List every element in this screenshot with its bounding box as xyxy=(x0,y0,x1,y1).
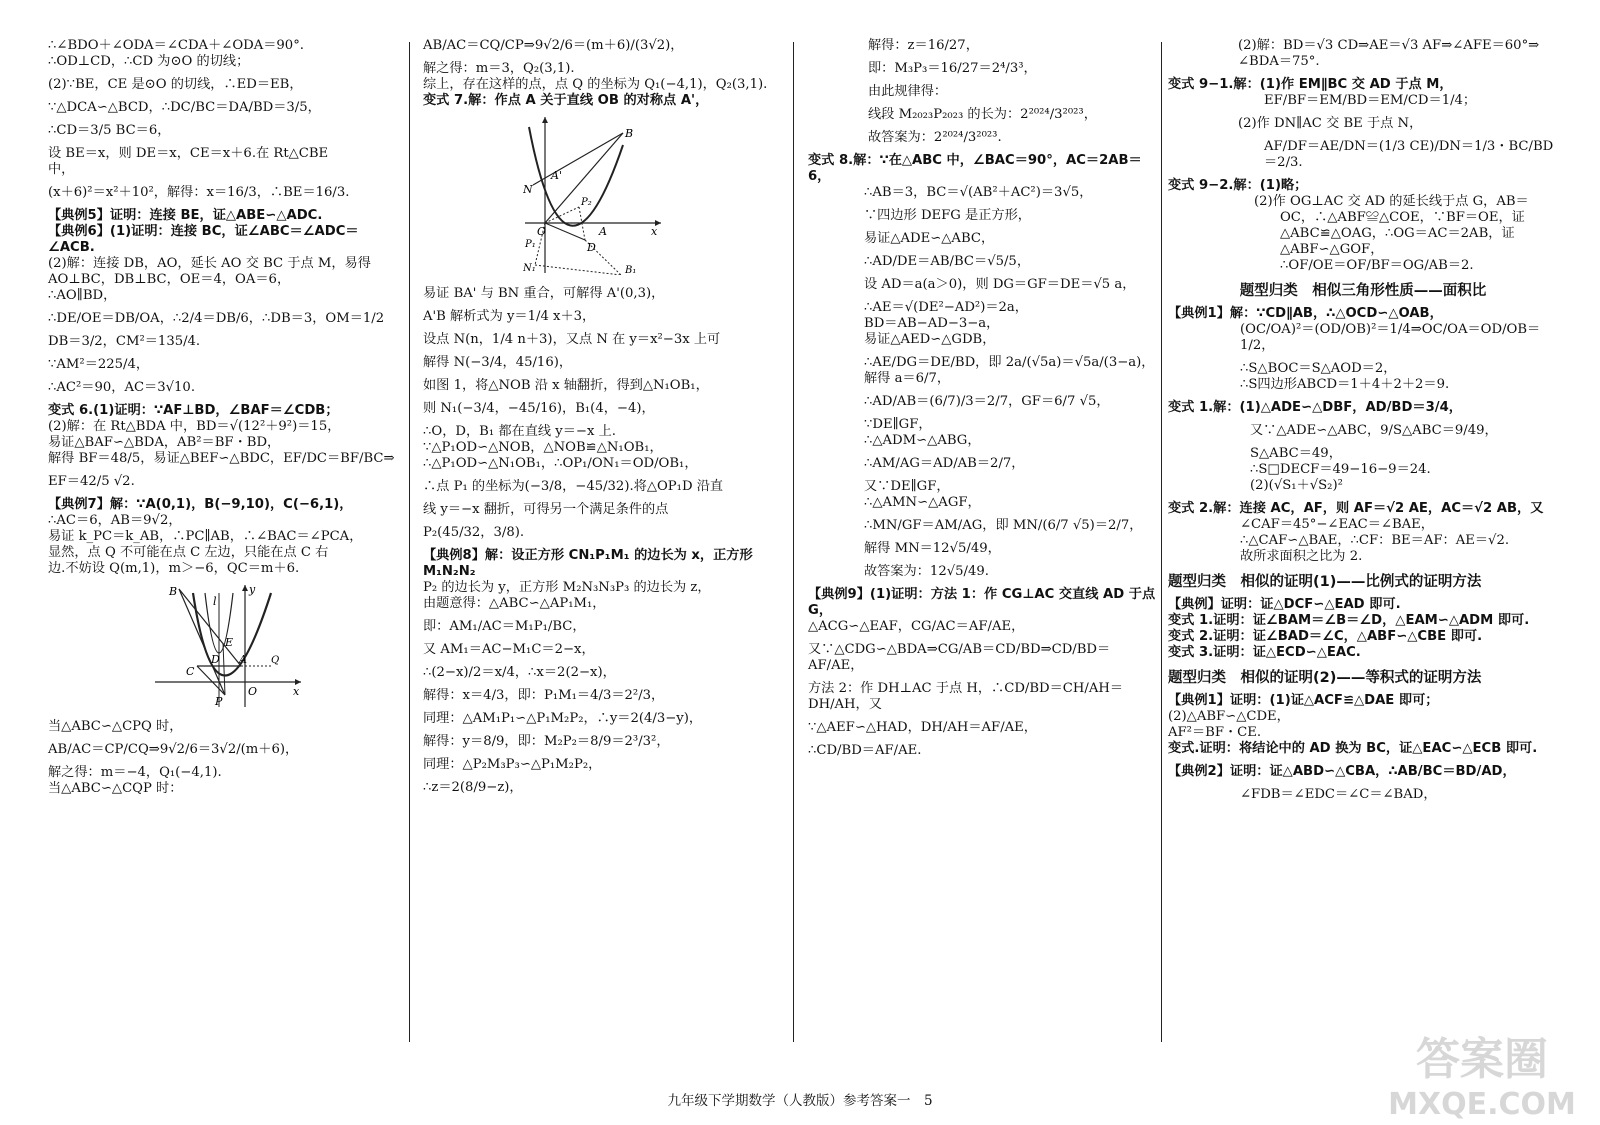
fig-label: E xyxy=(225,636,234,649)
column-4 xyxy=(1168,38,1558,803)
text-line: 设 AD＝a(a＞0)，则 DG＝GF＝DE＝√5 a， xyxy=(864,277,1136,292)
text-line: ∠BDA＝75°. xyxy=(1238,54,1320,69)
text-line: 【典例2】证明：证△ABD∽△CBA，∴AB/BC＝BD/AD， xyxy=(1168,764,1516,779)
fig-label: D xyxy=(587,241,596,254)
text-line: (2)(√S₁＋√S₂)² xyxy=(1250,478,1343,493)
text-line: 变式.证明：将结论中的 AD 换为 BC，证△EAC∽△ECB 即可. xyxy=(1168,741,1538,756)
text-line: 解得 BF＝48/5，易证△BEF∽△BDC，EF/DC＝BF/BC⇒ xyxy=(48,451,395,466)
column-3 xyxy=(808,38,1158,759)
column-2 xyxy=(423,38,785,796)
fig-label: A' xyxy=(551,169,562,182)
text-line: 如图 1，将△NOB 沿 x 轴翻折，得到△N₁OB₁， xyxy=(423,378,709,393)
fig-label: P₁ xyxy=(525,239,536,250)
column-divider xyxy=(409,42,410,1042)
fig-label: B₁ xyxy=(625,265,637,275)
text-line: (2)解：在 Rt△BDA 中，BD＝√(12²＋9²)＝15， xyxy=(48,419,341,434)
text-line: 解之得：m＝3，Q₂(3,1). xyxy=(423,61,575,76)
text-line: (OC/OA)²＝(OD/OB)²＝1/4⇒OC/OA＝OD/OB＝1/2， xyxy=(1240,322,1541,353)
text-line: (2)∵BE，CE 是⊙O 的切线，∴ED＝EB， xyxy=(48,77,303,92)
text-line: 又∵△CDG∽△BDA⇒CG/AB＝CD/BD⇒CD/BD＝AF/AE， xyxy=(808,642,1111,673)
text-line: ∴O，D，B₁ 都在直线 y＝−x 上. xyxy=(423,424,616,439)
text-line: ∴CD＝3/5 BC＝6， xyxy=(48,123,171,138)
fig-label: y xyxy=(249,583,256,596)
text-line: 变式 2.解：连接 AC，AF，则 AF＝√2 AE，AC＝√2 AB，又 xyxy=(1168,501,1544,516)
text-line: 即：M₃P₃＝16/27＝2⁴/3³， xyxy=(868,61,1037,76)
text-line: (x＋6)²＝x²＋10²，解得：x＝16/3，∴BE＝16/3. xyxy=(48,185,350,200)
text-line: ∵四边形 DEFG 是正方形， xyxy=(864,208,1031,223)
section-heading: 题型归类 相似三角形性质——面积比 xyxy=(1239,283,1487,299)
text-line: ∴AD/AB＝(6/7)/3＝2/7，GF＝6/7 √5， xyxy=(864,394,1110,409)
text-line: ∴AO∥BD， xyxy=(48,288,117,303)
fig-label: D xyxy=(211,653,220,666)
section-heading: 题型归类 相似的证明(1)——比例式的证明方法 xyxy=(1168,574,1482,590)
text-line: 【典例6】(1)证明：连接 BC，证∠ABC＝∠ADC＝∠ACB. xyxy=(48,224,359,255)
text-line: ∴OF/OE＝OF/BF＝OG/AB＝2. xyxy=(1280,258,1474,273)
fig-label: C xyxy=(186,665,195,678)
text-line: (2)△ABF∽△CDE， xyxy=(1168,709,1290,724)
text-line: ∴S□DECF＝49−16−9＝24. xyxy=(1250,462,1431,477)
text-line: EF＝42/5 √2. xyxy=(48,474,135,489)
text-line: 方法 2：作 DH⊥AC 于点 H，∴CD/BD＝CH/AH＝DH/AH，又 xyxy=(808,681,1124,712)
text-line: 【典例5】证明：连接 BE，证△ABE∽△ADC. xyxy=(48,208,323,223)
text-line: 线段 M₂₀₂₃P₂₀₂₃ 的长为：2²⁰²⁴/3²⁰²³， xyxy=(868,107,1097,122)
text-line: △ACG∽△EAF，CG/AC＝AF/AE， xyxy=(808,619,1025,634)
text-line: 故答案为：12√5/49. xyxy=(864,564,989,579)
text-line: ∴CD/BD＝AF/AE. xyxy=(808,743,922,758)
text-line: 变式 6.(1)证明：∵AF⊥BD，∠BAF＝∠CDB； xyxy=(48,403,339,418)
figure-parabola-1 xyxy=(48,583,400,713)
text-line: ∴AD/DE＝AB/BC＝√5/5， xyxy=(864,254,1031,269)
text-line: ∴△P₁OD∽△N₁OB₁，∴OP₁/ON₁＝OD/OB₁， xyxy=(423,456,698,471)
fig-label: N₁ xyxy=(523,263,536,274)
fig-label: A xyxy=(239,653,247,666)
text-line: AB/AC＝CQ/CP⇒9√2/6＝(m＋6)/(3√2)， xyxy=(423,38,684,53)
text-line: S△ABC＝49， xyxy=(1250,446,1342,461)
text-line: AF/DF＝AE/DN＝(1/3 CE)/DN＝1/3・BC/BD＝2/3. xyxy=(1264,139,1554,170)
text-line: 【典例8】解：设正方形 CN₁P₁M₁ 的边长为 x，正方形 M₁N₂N₂ xyxy=(423,548,758,579)
text-line: 易证△AED∽△GDB， xyxy=(864,332,996,347)
text-line: 变式 1.解：(1)△ADE∽△DBF，AD/BD＝3/4， xyxy=(1168,400,1462,415)
fig-label: Q xyxy=(271,655,280,666)
fig-label: l xyxy=(213,595,217,608)
text-line: 变式 1.证明：证∠BAM＝∠B＝∠D，△EAM∽△ADM 即可. xyxy=(1168,613,1530,628)
text-line: 变式 8.解：∵在△ABC 中，∠BAC＝90°，AC＝2AB＝6， xyxy=(808,153,1142,184)
text-line: (2)解：BD＝√3 CD⇒AE＝√3 AF⇒∠AFE＝60°⇒ xyxy=(1238,38,1540,53)
text-line: AO⊥BC，DB⊥BC，OE＝4，OA＝6， xyxy=(48,272,291,287)
text-line: ∴(2−x)/2＝x/4，∴x＝2(2−x)， xyxy=(423,665,616,680)
text-line: OC，∴△ABF≌△COE，∵BF＝OE，证 xyxy=(1280,210,1525,225)
text-line: ∴△AMN∽△AGF， xyxy=(864,495,981,510)
text-line: ∵△DCA∽△BCD，∴DC/BC＝DA/BD＝3/5， xyxy=(48,100,321,115)
text-line: 易证 k_PC＝k_AB，∴PC∥AB，∴∠BAC＝∠PCA， xyxy=(48,529,363,544)
text-line: DB＝3/2，CM²＝135/4. xyxy=(48,334,201,349)
column-divider xyxy=(793,42,794,1042)
fig-label: x xyxy=(293,685,300,698)
watermark-logo xyxy=(1378,1026,1586,1121)
text-line: 同理：△AM₁P₁∽△P₁M₂P₂，∴y＝2(4/3−y)， xyxy=(423,711,703,726)
text-line: ∴AC＝6，AB＝9√2， xyxy=(48,513,182,528)
text-line: AB/AC＝CP/CQ⇒9√2/6＝3√2/(m＋6)， xyxy=(48,742,299,757)
text-line: 易证△BAF∽△BDA，AB²＝BF・BD， xyxy=(48,435,281,450)
text-line: ∵△P₁OD∽△NOB，△NOB≌△N₁OB₁， xyxy=(423,440,663,455)
text-line: ∴AE/DG＝DE/BD，即 2a/(√5a)＝√5a/(3−a)，解得 a＝6/7， xyxy=(864,355,1155,386)
text-line: ∵△AEF∽△HAD，DH/AH＝AF/AE， xyxy=(808,720,1037,735)
text-line: ∵DE∥GF， xyxy=(864,417,932,432)
text-line: ∴△CAF∽△BAE，∴CF：BE＝AF：AE＝√2. xyxy=(1240,533,1510,548)
text-line: ∴AC²＝90，AC＝3√10. xyxy=(48,380,196,395)
text-line: 设点 N(n，1/4 n＋3)，又点 N 在 y＝x²−3x 上可 xyxy=(423,332,721,347)
text-line: 易证 BA' 与 BN 重合，可解得 A'(0,3)， xyxy=(423,286,665,301)
text-line: 由此规律得： xyxy=(868,84,948,99)
watermark-bottom: MXQE.COM xyxy=(1388,1087,1576,1121)
text-line: ∴DE/OE＝DB/OA，∴2/4＝DB/6，∴DB＝3，OM＝1/2 xyxy=(48,311,385,326)
text-line: 【典例1】证明：(1)证△ACF≌△DAE 即可； xyxy=(1168,693,1439,708)
text-line: (2)解：连接 DB，AO，延长 AO 交 BC 于点 M，易得 xyxy=(48,256,371,271)
text-line: 同理：△P₂M₃P₃∽△P₁M₂P₂， xyxy=(423,757,602,772)
text-line: ∴OD⊥CD，∴CD 为⊙O 的切线； xyxy=(48,54,250,69)
fig-label: x xyxy=(651,225,658,238)
text-line: 中， xyxy=(48,162,75,177)
text-line: 设 BE＝x，则 DE＝x，CE＝x＋6.在 Rt△CBE xyxy=(48,146,329,161)
text-line: 解得：z＝16/27， xyxy=(868,38,979,53)
fig-label: O xyxy=(537,225,547,238)
text-line: 变式 7.解：作点 A 关于直线 OB 的对称点 A'， xyxy=(423,93,709,108)
text-line: 故答案为：2²⁰²⁴/3²⁰²³. xyxy=(868,130,1002,145)
text-line: EF/BF＝EM/BD＝EM/CD＝1/4； xyxy=(1264,93,1477,108)
text-line: 【典例7】解：∵A(0,1)，B(−9,10)，C(−6,1)， xyxy=(48,497,353,512)
text-line: 则 N₁(−3/4，−45/16)，B₁(4，−4)， xyxy=(423,401,655,416)
watermark-top: 答案圈 xyxy=(1416,1034,1548,1085)
text-line: 解得：y＝8/9，即：M₂P₂＝8/9＝2³/3²， xyxy=(423,734,670,749)
text-line: 变式 9−2.解：(1)略； xyxy=(1168,178,1308,193)
text-line: 变式 9−1.解：(1)作 EM∥BC 交 AD 于点 M， xyxy=(1168,77,1453,92)
text-line: 又 AM₁＝AC−M₁C＝2−x， xyxy=(423,642,595,657)
text-line: P₂(45/32，3/8). xyxy=(423,525,525,540)
text-line: (2)作 DN∥AC 交 BE 于点 N， xyxy=(1238,116,1423,131)
text-line: (2)作 OG⊥AC 交 AD 的延长线于点 G，AB＝ xyxy=(1254,194,1529,209)
text-line: ∠CAF＝45°−∠EAC＝∠BAE， xyxy=(1240,517,1434,532)
figure-parabola-2 xyxy=(423,115,785,280)
text-line: ∠FDB＝∠EDC＝∠C＝∠BAD， xyxy=(1240,787,1437,802)
text-line: ∴∠BDO＋∠ODA＝∠CDA＋∠ODA＝90°. xyxy=(48,38,304,53)
fig-label: A xyxy=(599,225,607,238)
text-line: A'B 解析式为 y＝1/4 x＋3， xyxy=(423,309,596,324)
text-line: △ABC≌△OAG，∴OG＝AC＝2AB，证 xyxy=(1280,226,1515,241)
fig-label: B xyxy=(625,127,634,140)
text-line: ∵AM²＝225/4， xyxy=(48,357,150,372)
text-line: 【典例9】(1)证明：方法 1：作 CG⊥AC 交直线 AD 于点 G， xyxy=(808,587,1160,618)
text-line: 由题意得：△ABC∽△AP₁M₁， xyxy=(423,596,606,611)
text-line: 解之得：m＝−4，Q₁(−4,1). xyxy=(48,765,222,780)
text-line: 线 y＝−x 翻折，可得另一个满足条件的点 xyxy=(423,502,669,517)
text-line: 【典例】证明：证△DCF∽△EAD 即可. xyxy=(1168,597,1401,612)
fig-label: P xyxy=(215,695,223,708)
fig-label: N xyxy=(523,183,533,196)
text-line: 当△ABC∽△CPQ 时， xyxy=(48,719,183,734)
text-line: ∴AE＝√(DE²−AD²)＝2a， xyxy=(864,300,1028,315)
page-footer: 九年级下学期数学（人教版）参考答案一 5 xyxy=(667,1093,933,1109)
text-line: 边.不妨设 Q(m,1)，m＞−6，QC＝m＋6. xyxy=(48,561,300,576)
text-line: 变式 3.证明：证△ECD∽△EAC. xyxy=(1168,645,1361,660)
text-line: 当△ABC∽△CQP 时： xyxy=(48,781,183,796)
fig-label: P₂ xyxy=(581,197,592,208)
fig-label: B xyxy=(169,585,178,598)
text-line: 即：AM₁/AC＝M₁P₁/BC， xyxy=(423,619,586,634)
text-line: ∴MN/GF＝AM/AG，即 MN/(6/7 √5)＝2/7， xyxy=(864,518,1143,533)
text-line: 解得 MN＝12√5/49， xyxy=(864,541,1001,556)
text-line: ∴S△BOC＝S△AOD＝2， xyxy=(1240,361,1397,376)
text-line: ∴△ADM∽△ABG， xyxy=(864,433,981,448)
text-line: △ABF∽△GOF， xyxy=(1280,242,1384,257)
text-line: ∴z＝2(8/9−z)， xyxy=(423,780,523,795)
text-line: 【典例1】解：∵CD∥AB，∴△OCD∽△OAB， xyxy=(1168,306,1443,321)
text-line: 故所求面积之比为 2. xyxy=(1240,549,1363,564)
text-line: 又∵△ADE∽△ABC，9/S△ABC＝9/49， xyxy=(1250,423,1498,438)
text-line: P₂ 的边长为 y，正方形 M₂N₃N₃P₃ 的边长为 z， xyxy=(423,580,711,595)
text-line: ∴AM/AG＝AD/AB＝2/7， xyxy=(864,456,1025,471)
text-line: ∴点 P₁ 的坐标为(−3/8，−45/32).将△OP₁D 沿直 xyxy=(423,479,724,494)
column-divider xyxy=(1161,42,1162,1042)
text-line: 解得 N(−3/4，45/16)， xyxy=(423,355,573,370)
text-line: 又∵DE∥GF， xyxy=(864,479,950,494)
fig-label: O xyxy=(248,685,258,698)
text-line: 解得：x＝4/3，即：P₁M₁＝4/3＝2²/3， xyxy=(423,688,665,703)
text-line: ∴S四边形ABCD＝1＋4＋2＋2＝9. xyxy=(1240,377,1450,392)
text-line: 显然，点 Q 不可能在点 C 左边，只能在点 C 右 xyxy=(48,545,329,560)
section-heading: 题型归类 相似的证明(2)——等积式的证明方法 xyxy=(1168,670,1482,686)
text-line: ∴AB＝3，BC＝√(AB²＋AC²)＝3√5， xyxy=(864,185,1093,200)
text-line: 易证△ADE∽△ABC， xyxy=(864,231,995,246)
text-line: BD＝AB−AD−3−a， xyxy=(864,316,1000,331)
text-line: AF²＝BF・CE. xyxy=(1168,725,1262,740)
column-1 xyxy=(48,38,400,797)
text-line: 变式 2.证明：证∠BAD＝∠C，△ABF∽△CBE 即可. xyxy=(1168,629,1483,644)
text-line: 综上，存在这样的点，点 Q 的坐标为 Q₁(−4,1)，Q₂(3,1). xyxy=(423,77,768,92)
